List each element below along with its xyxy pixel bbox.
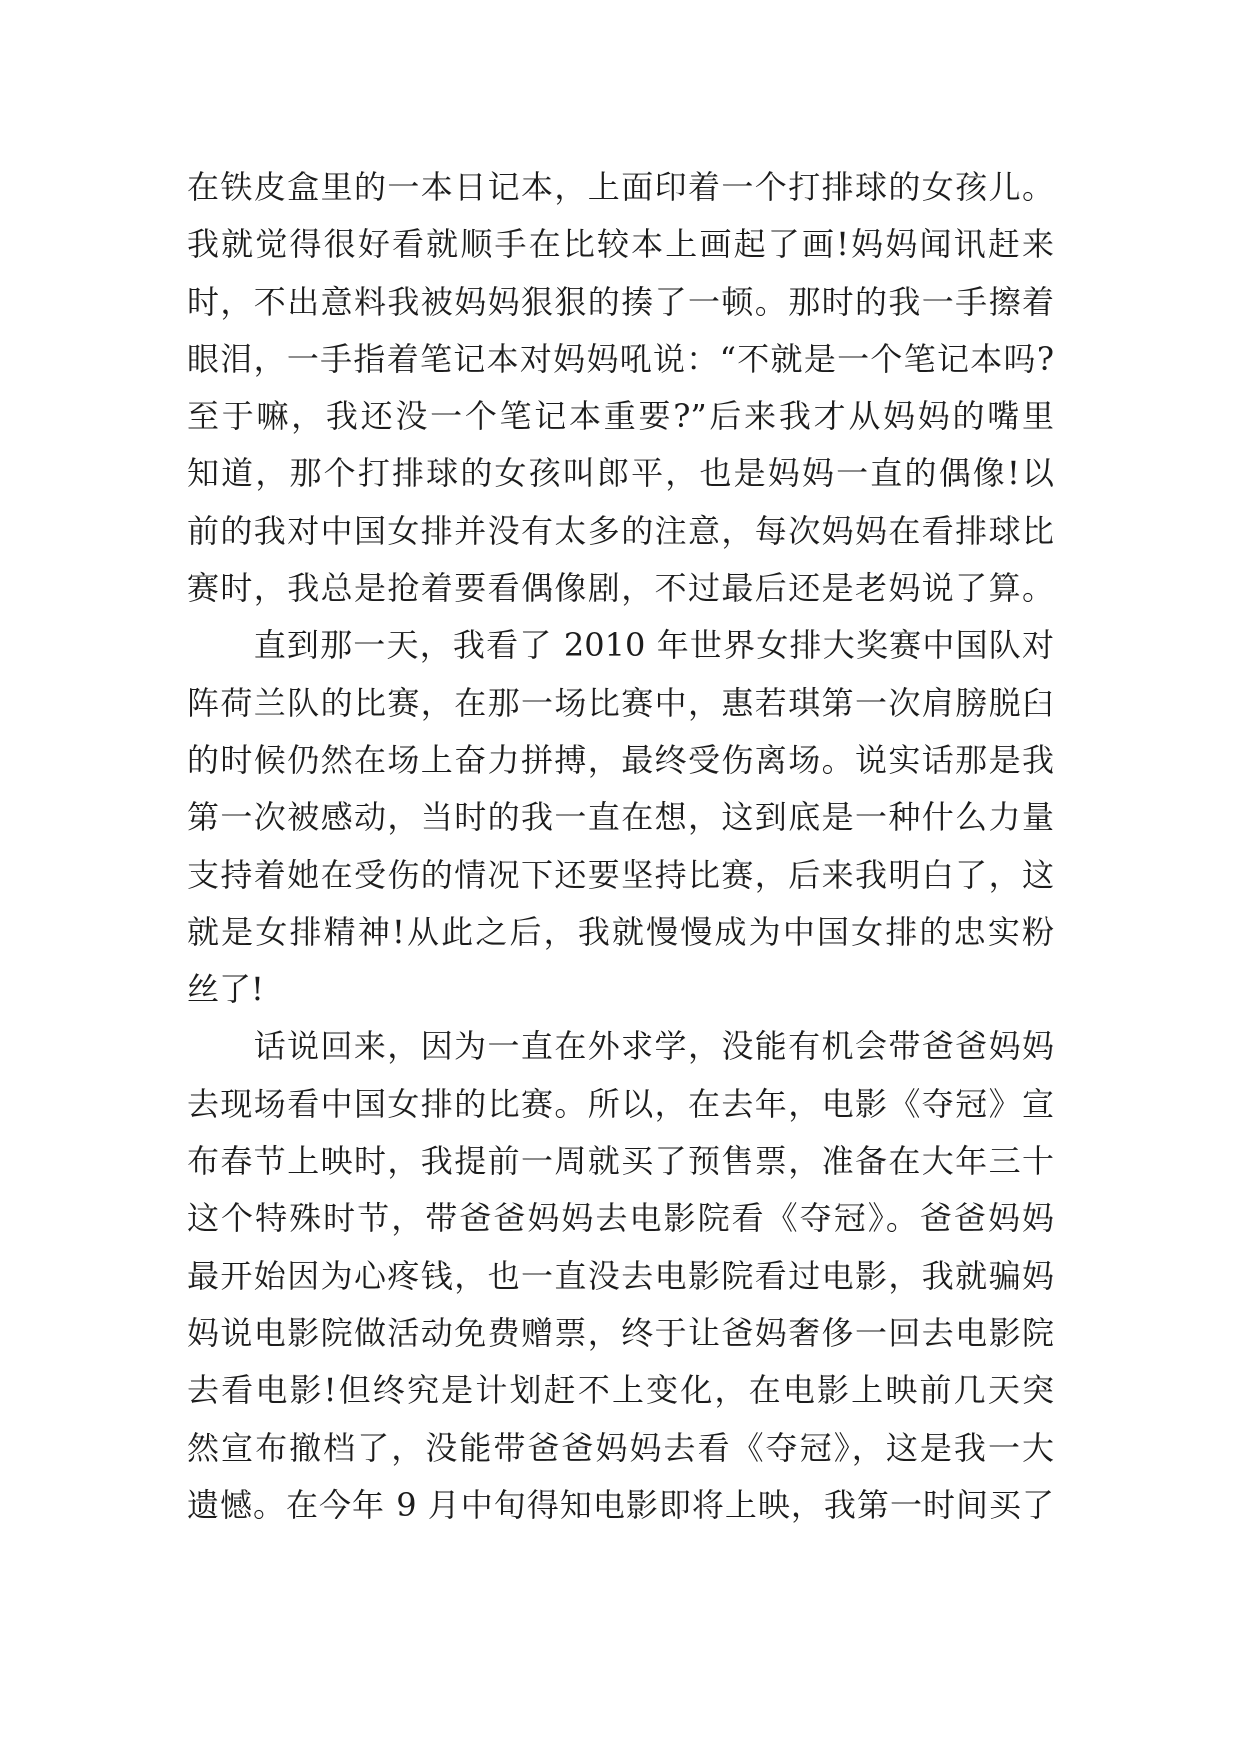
text-line: 直到那一天，我看了 2010 年世界女排大奖赛中国队对 (253, 626, 1054, 665)
text-line: 第一次被感动，当时的我一直在想，这到底是一种什么力量 (187, 798, 1054, 837)
body-text (187, 159, 1054, 1534)
text-line: 然宣布撤档了，没能带爸爸妈妈去看《夺冠》，这是我一大 (187, 1428, 1054, 1467)
text-line: 我就觉得很好看就顺手在比较本上画起了画!妈妈闻讯赶来 (187, 225, 1054, 264)
text-line: 的时候仍然在场上奋力拼搏，最终受伤离场。说实话那是我 (187, 740, 1054, 779)
text-line: 去看电影!但终究是计划赶不上变化，在电影上映前几天突 (187, 1371, 1054, 1410)
text-line: 眼泪，一手指着笔记本对妈妈吼说：“不就是一个笔记本吗? (187, 339, 1054, 378)
text-line: 知道，那个打排球的女孩叫郎平，也是妈妈一直的偶像!以 (187, 454, 1054, 493)
text-line: 妈说电影院做活动免费赠票，终于让爸妈奢侈一回去电影院 (187, 1313, 1054, 1352)
text-line: 赛时，我总是抢着要看偶像剧，不过最后还是老妈说了算。 (187, 569, 1054, 608)
text-line: 丝了! (187, 970, 264, 1009)
text-line: 去现场看中国女排的比赛。所以，在去年，电影《夺冠》宣 (187, 1084, 1054, 1123)
text-line: 至于嘛，我还没一个笔记本重要?”后来我才从妈妈的嘴里 (187, 397, 1054, 436)
paragraph-3 (187, 1018, 1054, 1534)
text-line: 布春节上映时，我提前一周就买了预售票，准备在大年三十 (187, 1142, 1054, 1181)
text-line: 最开始因为心疼钱，也一直没去电影院看过电影，我就骗妈 (187, 1256, 1054, 1295)
text-line: 遗憾。在今年 9 月中旬得知电影即将上映，我第一时间买了 (187, 1485, 1054, 1524)
paragraph-2 (187, 617, 1054, 1018)
text-line: 这个特殊时节，带爸爸妈妈去电影院看《夺冠》。爸爸妈妈 (187, 1199, 1054, 1238)
text-line: 在铁皮盒里的一本日记本，上面印着一个打排球的女孩儿。 (187, 168, 1054, 206)
paragraph-1 (187, 159, 1054, 617)
text-line: 支持着她在受伤的情况下还要坚持比赛，后来我明白了，这 (187, 855, 1054, 894)
text-line: 就是女排精神!从此之后，我就慢慢成为中国女排的忠实粉 (187, 912, 1054, 951)
text-line: 时，不出意料我被妈妈狠狠的揍了一顿。那时的我一手擦着 (187, 282, 1054, 321)
text-line: 前的我对中国女排并没有太多的注意，每次妈妈在看排球比 (187, 511, 1054, 550)
text-line: 阵荷兰队的比赛，在那一场比赛中，惠若琪第一次肩膀脱臼 (187, 683, 1054, 722)
text-line: 话说回来，因为一直在外求学，没能有机会带爸爸妈妈 (253, 1027, 1054, 1066)
